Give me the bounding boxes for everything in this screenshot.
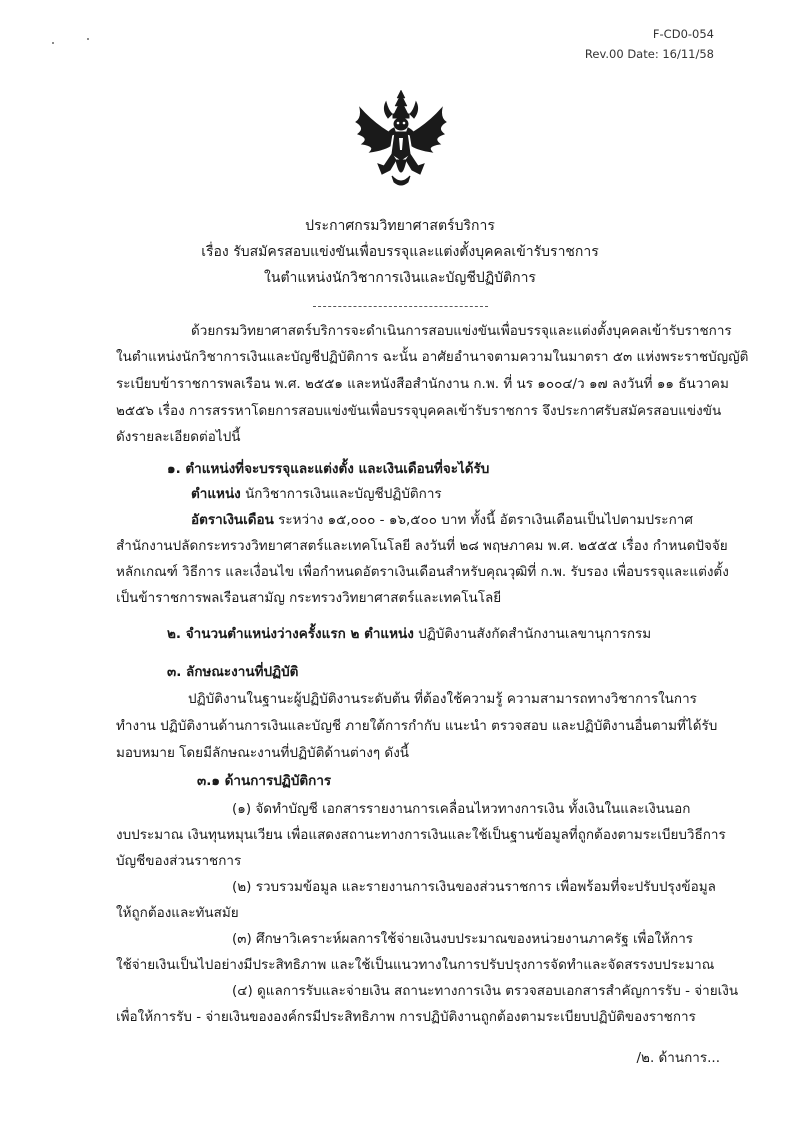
- duty-item-line: บัญชีของส่วนราชการ: [116, 853, 242, 869]
- position-line: [191, 484, 442, 504]
- duty-item-line: เพื่อให้การรับ - จ่ายเงินขององค์กรมีประสิทธิภาพ การปฏิบัติงานถูกต้องตามระเบียบปฏิบัติของราชการ: [116, 1009, 696, 1025]
- section-3-line: มอบหมาย โดยมีลักษณะงานที่ปฏิบัติด้านต่างๆ ดังนี้: [116, 745, 410, 761]
- section-2: [167, 624, 651, 644]
- duty-item-line: ให้ถูกต้องและทันสมัย: [116, 905, 239, 921]
- intro-line: ด้วยกรมวิทยาศาสตร์บริการจะดำเนินการสอบแข่งขันเพื่อบรรจุและแต่งตั้งบุคคลเข้ารับราชการ: [191, 323, 732, 339]
- duty-item-line: (๒) รวบรวมข้อมูล และรายงานการเงินของส่วนราชการ เพื่อพร้อมที่จะปรับปรุงข้อมูล: [232, 879, 716, 895]
- header-divider: [313, 306, 488, 307]
- duty-item-line: งบประมาณ เงินทุนหมุนเวียน เพื่อแสดงสถานะทางการเงินและใช้เป็นฐานข้อมูลที่ถูกต้องตามระเบียบวิธีการ: [116, 827, 726, 843]
- intro-line: ๒๕๕๖ เรื่อง การสรรหาโดยการสอบแข่งขันเพื่อบรรจุบุคคลเข้ารับราชการ จึงประกาศรับสมัครสอบแข่งขัน: [116, 403, 722, 419]
- section-1-heading: ๑. ตำแหน่งที่จะบรรจุและแต่งตั้ง และเงินเดือนที่จะได้รับ: [167, 461, 490, 477]
- duty-item-line: (๔) ดูแลการรับและจ่ายเงิน สถานะทางการเงิน ตรวจสอบเอกสารสำคัญการรับ - จ่ายเงิน: [232, 983, 739, 999]
- intro-line: ระเบียบข้าราชการพลเรือน พ.ศ. ๒๕๕๑ และหนังสือสำนักงาน ก.พ. ที่ นร ๑๐๐๔/ว ๑๗ ลงวันที่ ๑๑ ธันวาคม: [116, 376, 729, 392]
- section-3-line: ทำงาน ปฏิบัติงานด้านการเงินและบัญชี ภายใต้การกำกับ แนะนำ ตรวจสอบ และปฏิบัติงานอื่นตามที่ได้รับ: [116, 718, 718, 734]
- continuation-note: /๒. ด้านการ...: [636, 1050, 720, 1066]
- section-3-heading: ๓. ลักษณะงานที่ปฏิบัติ: [167, 664, 299, 680]
- section-1-line: หลักเกณฑ์ วิธีการ และเงื่อนไข เพื่อกำหนดอัตราเงินเดือนสำหรับคุณวุฒิที่ ก.พ. รับรอง เพื่อบรรจุและแต่งตั้ง: [116, 564, 729, 580]
- section-1-line: สำนักงานปลัดกระทรวงวิทยาศาสตร์และเทคโนโลยี ลงวันที่ ๒๘ พฤษภาคม พ.ศ. ๒๕๕๕ เรื่อง กำหนดปัจจัย: [116, 538, 728, 554]
- salary-value: ระหว่าง ๑๕,๐๐๐ - ๑๖,๕๐๐ บาท ทั้งนี้ อัตราเงินเดือนเป็นไปตามประกาศ: [273, 512, 693, 528]
- duty-item-line: (๑) จัดทำบัญชี เอกสารรายงานการเคลื่อนไหวทางการเงิน ทั้งเงินในและเงินนอก: [232, 801, 691, 817]
- intro-line: ดังรายละเอียดต่อไปนี้: [116, 429, 241, 445]
- section-3-1-heading: ๓.๑ ด้านการปฏิบัติการ: [197, 773, 332, 789]
- garuda-emblem-icon: [352, 88, 450, 188]
- section-2-detail: ปฏิบัติงานสังกัดสำนักงานเลขานุการกรม: [413, 626, 652, 642]
- form-code: F-CD0-054: [652, 27, 714, 41]
- revision-date: Rev.00 Date: 16/11/58: [584, 47, 714, 61]
- salary-label: อัตราเงินเดือน: [191, 512, 274, 528]
- intro-line: ในตำแหน่งนักวิชาการเงินและบัญชีปฏิบัติการ ฉะนั้น อาศัยอำนาจตามความในมาตรา ๕๓ แห่งพระราชบัญญัติ: [116, 349, 749, 365]
- scan-speck: [87, 38, 89, 40]
- salary-line: [191, 510, 693, 530]
- duty-item-line: ใช้จ่ายเงินเป็นไปอย่างมีประสิทธิภาพ และใช้เป็นแนวทางในการปรับปรุงการจัดทำและจัดสรรงบประมาณ: [116, 957, 715, 973]
- announcement-agency: ประกาศกรมวิทยาศาสตร์บริการ: [305, 218, 495, 234]
- section-3-line: ปฏิบัติงานในฐานะผู้ปฏิบัติงานระดับต้น ที่ต้องใช้ความรู้ ความสามารถทางวิชาการในการ: [188, 691, 697, 707]
- section-1-line: เป็นข้าราชการพลเรือนสามัญ กระทรวงวิทยาศาสตร์และเทคโนโลยี: [116, 590, 502, 606]
- position-value: นักวิชาการเงินและบัญชีปฏิบัติการ: [240, 486, 442, 502]
- scan-speck: [52, 42, 54, 44]
- duty-item-line: (๓) ศึกษาวิเคราะห์ผลการใช้จ่ายเงินงบประมาณของหน่วยงานภาครัฐ เพื่อให้การ: [232, 931, 694, 947]
- section-2-heading: ๒. จำนวนตำแหน่งว่างครั้งแรก ๒ ตำแหน่ง: [167, 626, 414, 642]
- announcement-subject: เรื่อง รับสมัครสอบแข่งขันเพื่อบรรจุและแต่งตั้งบุคคลเข้ารับราชการ: [201, 244, 599, 260]
- position-label: ตำแหน่ง: [191, 486, 241, 502]
- announcement-position: ในตำแหน่งนักวิชาการเงินและบัญชีปฏิบัติการ: [264, 270, 536, 286]
